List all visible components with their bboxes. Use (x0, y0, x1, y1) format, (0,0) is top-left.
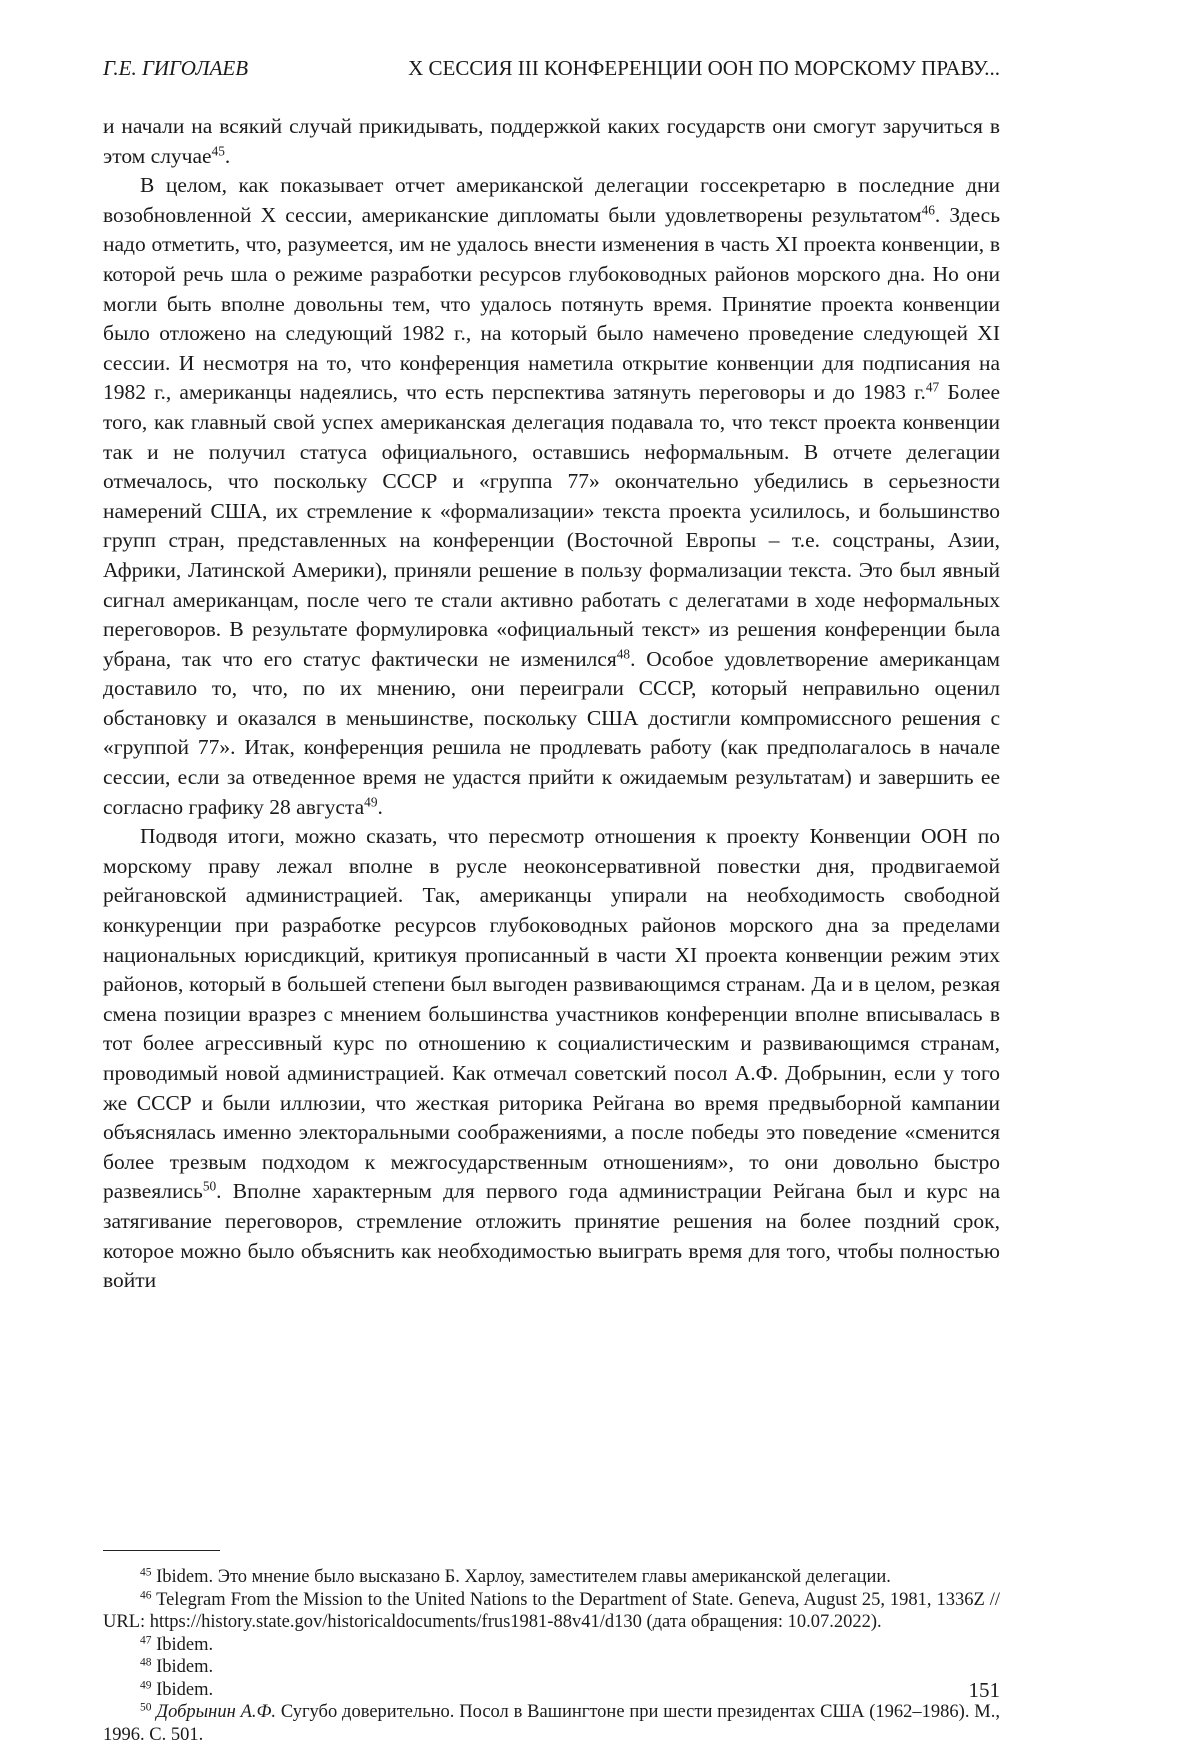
header-title: X СЕССИЯ III КОНФЕРЕНЦИИ ООН ПО МОРСКОМУ ПРАВУ... (408, 56, 1000, 80)
text: Подводя итоги, можно сказать, что пересмотр отношения к проекту Конвенции ООН по морскому праву лежал вполне в русле неоконсервативной повестки дня, продвигаемой рейгановской администрацией. Так, американцы упирали на необходимость свободной конкуренции при разработке ресурсов глубоководных районов морского дна за пределами национальных юрисдикций, критикуя прописанный в части XI проекта конвенции режим этих районов, который в большей степени был выгоден развивающимся странам. Да и в целом, резкая смена позиции вразрез с мнением большинства участников конференции вполне вписывалась в тот более агрессивный курс по отношению к социалистическим и развивающимся странам, проводимый новой администрацией. Как отмечал советский посол А.Ф. Добрынин, если у того же СССР и были иллюзии, что жесткая риторика Рейгана во время предвыборной кампании объяснялась именно электоральными соображениями, а после победы это поведение «сменится более трезвым подходом к межгосударственным отношениям», то они довольно быстро развеялись (103, 824, 1000, 1204)
footnote-text: Telegram From the Mission to the United Nations to the Department of State. Geneva, August 25, 1981, 1336Z // URL: https://history.state.gov/historicaldocuments/frus1981-88v41/d130 (дата обращения: 10.07.2022). (103, 1589, 1000, 1632)
footnote-ref[interactable]: 50 (202, 1179, 217, 1195)
footnote-number: 48 (140, 1656, 152, 1669)
footnote-number: 50 (140, 1701, 152, 1714)
footnote-author: Добрынин А.Ф. (156, 1702, 277, 1722)
footnote-number: 45 (140, 1566, 152, 1579)
footnote-text: Ibidem. Это мнение было высказано Б. Харлоу, заместителем главы американской делегации. (156, 1567, 891, 1587)
text: и начали на всякий случай прикидывать, поддержкой каких государств они смогут заручиться в этом случае (103, 114, 1000, 168)
footnote-ref[interactable]: 47 (925, 380, 940, 396)
footnote-text: Ibidem. (156, 1634, 214, 1655)
footnote-ref[interactable]: 49 (364, 794, 378, 810)
running-header (103, 56, 1000, 81)
footnote (103, 1701, 1000, 1746)
text: В целом, как показывает отчет американской делегации госсекретарю в последние дни возобновленной X сессии, американские дипломаты были удовлетворены результатом (103, 173, 1000, 227)
footnote-text: Ibidem. (156, 1679, 214, 1700)
text: . (377, 794, 383, 819)
footnote-ref[interactable]: 45 (211, 143, 225, 159)
footnote-separator (103, 1550, 220, 1551)
footnotes (103, 1566, 1000, 1746)
paragraph (103, 171, 1000, 822)
text: Более того, как главный свой успех американская делегация подавала то, что текст проекта конвенции так и не получил статуса официального, оставшись неформальным. В отчете делегации отмечалось, что поскольку СССР и «группа 77» окончательно убедились в серьезности намерений США, их стремление к «формализации» текста проекта усилилось, и большинство групп стран, представленных на конференции (Восточной Европы – т.е. соцстраны, Азии, Африки, Латинской Америки), приняли решение в пользу формализации текста. Это был явный сигнал американцам, после чего те стали активно работать с делегатами в ходе неформальных переговоров. В результате формулировка «официальный текст» из решения конференции была убрана, так что его статус фактически не изменился (103, 380, 1000, 671)
header-author: Г.Е. ГИГОЛАЕВ (103, 56, 249, 80)
footnote (103, 1679, 1000, 1702)
footnote-number: 46 (140, 1589, 152, 1602)
footnote-number: 47 (140, 1634, 152, 1647)
paragraph (103, 112, 1000, 171)
footnote-text: Ibidem. (156, 1657, 214, 1677)
article-body (103, 112, 1000, 1296)
text: . (224, 143, 231, 168)
footnote-text: Сугубо доверительно. Посол в Вашингтоне при шести президентах США (1962–1986). М., 1996. С. 501. (103, 1702, 1000, 1745)
text: . Особое удовлетворение американцам доставило то, что, по их мнению, они переиграли СССР, который неправильно оценил обстановку и оказался в меньшинстве, поскольку США достигли компромиссного решения с «группой 77». Итак, конференция решила не продлевать работу (как предполагалось в начале сессии, если за отведенное время не удастся прийти к ожидаемым результатам) и завершить ее согласно графику 28 августа (103, 646, 1000, 819)
paragraph (103, 822, 1000, 1296)
text: . Здесь надо отметить, что, разумеется, им не удалось внести изменения в часть XI проекта конвенции, в которой речь шла о режиме разработки ресурсов глубоководных районов морского дна. Но они могли быть вполне довольны тем, что удалось потянуть время. Принятие проекта конвенции было отложено на следующий 1982 г., на который было намечено проведение следующей XI сессии. И несмотря на то, что конференция наметила открытие конвенции для подписания на 1982 г., американцы надеялись, что есть перспектива затянуть переговоры и до 1983 г. (103, 202, 1000, 405)
footnote (103, 1656, 1000, 1679)
footnote (103, 1589, 1000, 1634)
footnote-ref[interactable]: 46 (921, 202, 935, 218)
text: . Вполне характерным для первого года администрации Рейгана был и курс на затягивание переговоров, стремление отложить принятие решения на более поздний срок, которое можно было объяснить как необходимостью выиграть время для того, чтобы полностью войти (103, 1179, 1000, 1293)
footnote-ref[interactable]: 48 (616, 646, 631, 662)
footnote (103, 1566, 1000, 1589)
footnote-number: 49 (140, 1679, 152, 1692)
page-number: 151 (968, 1678, 1000, 1702)
footnote (103, 1634, 1000, 1657)
